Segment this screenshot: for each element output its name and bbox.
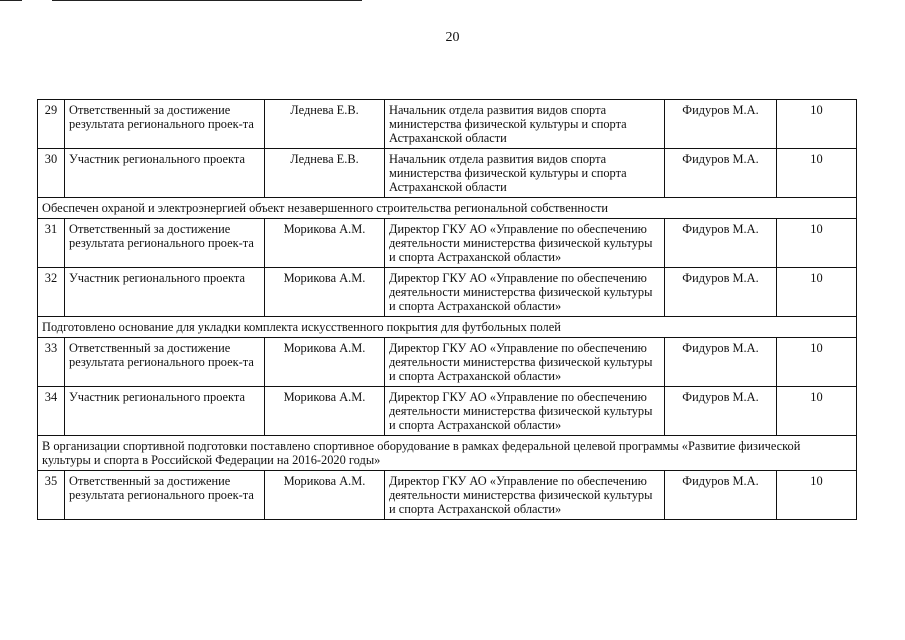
role-cell: Ответственный за достижение результата регионального проек-та — [65, 471, 265, 520]
responsible-person: Леднева Е.В. — [265, 149, 385, 198]
section-heading: Обеспечен охраной и электроэнергией объект незавершенного строительства региональной собственности — [38, 198, 857, 219]
value-cell: 10 — [777, 471, 857, 520]
table-row — [38, 268, 857, 317]
supervisor-cell: Фидуров М.А. — [665, 219, 777, 268]
section-row — [38, 198, 857, 219]
position-cell: Директор ГКУ АО «Управление по обеспечению деятельности министерства физической культуры и спорта Астраханской области» — [385, 268, 665, 317]
role-cell: Ответственный за достижение результата регионального проек-та — [65, 219, 265, 268]
position-cell: Директор ГКУ АО «Управление по обеспечению деятельности министерства физической культуры и спорта Астраханской области» — [385, 219, 665, 268]
row-number: 35 — [38, 471, 65, 520]
responsible-person: Морикова А.М. — [265, 268, 385, 317]
section-row — [38, 317, 857, 338]
supervisor-cell: Фидуров М.А. — [665, 149, 777, 198]
table-row — [38, 100, 857, 149]
value-cell: 10 — [777, 149, 857, 198]
role-cell: Участник регионального проекта — [65, 149, 265, 198]
row-number: 32 — [38, 268, 65, 317]
role-cell: Участник регионального проекта — [65, 387, 265, 436]
value-cell: 10 — [777, 268, 857, 317]
section-row — [38, 436, 857, 471]
supervisor-cell: Фидуров М.А. — [665, 471, 777, 520]
responsible-person: Леднева Е.В. — [265, 100, 385, 149]
supervisor-cell: Фидуров М.А. — [665, 268, 777, 317]
table-row — [38, 149, 857, 198]
row-number: 33 — [38, 338, 65, 387]
top-rule — [52, 0, 362, 1]
supervisor-cell: Фидуров М.А. — [665, 338, 777, 387]
position-cell: Директор ГКУ АО «Управление по обеспечению деятельности министерства физической культуры и спорта Астраханской области» — [385, 471, 665, 520]
responsible-person: Морикова А.М. — [265, 338, 385, 387]
value-cell: 10 — [777, 219, 857, 268]
section-heading: Подготовлено основание для укладки комплекта искусственного покрытия для футбольных полей — [38, 317, 857, 338]
position-cell: Начальник отдела развития видов спорта министерства физической культуры и спорта Астраханской области — [385, 100, 665, 149]
section-heading: В организации спортивной подготовки поставлено спортивное оборудование в рамках федеральной целевой программы «Развитие физической культуры и спорта в Российской Федерации на 2016-2020 годы» — [38, 436, 857, 471]
position-cell: Начальник отдела развития видов спорта министерства физической культуры и спорта Астраханской области — [385, 149, 665, 198]
row-number: 30 — [38, 149, 65, 198]
page-number: 20 — [445, 30, 460, 45]
row-number: 31 — [38, 219, 65, 268]
responsible-person: Морикова А.М. — [265, 471, 385, 520]
project-roles-table — [37, 99, 857, 520]
supervisor-cell: Фидуров М.А. — [665, 387, 777, 436]
table-row — [38, 219, 857, 268]
value-cell: 10 — [777, 387, 857, 436]
position-cell: Директор ГКУ АО «Управление по обеспечению деятельности министерства физической культуры и спорта Астраханской области» — [385, 338, 665, 387]
position-cell: Директор ГКУ АО «Управление по обеспечению деятельности министерства физической культуры и спорта Астраханской области» — [385, 387, 665, 436]
role-cell: Ответственный за достижение результата регионального проек-та — [65, 338, 265, 387]
role-cell: Ответственный за достижение результата регионального проек-та — [65, 100, 265, 149]
table-row — [38, 387, 857, 436]
row-number: 34 — [38, 387, 65, 436]
top-rule-left — [0, 0, 22, 1]
supervisor-cell: Фидуров М.А. — [665, 100, 777, 149]
row-number: 29 — [38, 100, 65, 149]
role-cell: Участник регионального проекта — [65, 268, 265, 317]
responsible-person: Морикова А.М. — [265, 219, 385, 268]
table-row — [38, 338, 857, 387]
table-row — [38, 471, 857, 520]
table-body — [38, 100, 857, 520]
value-cell: 10 — [777, 100, 857, 149]
responsible-person: Морикова А.М. — [265, 387, 385, 436]
value-cell: 10 — [777, 338, 857, 387]
